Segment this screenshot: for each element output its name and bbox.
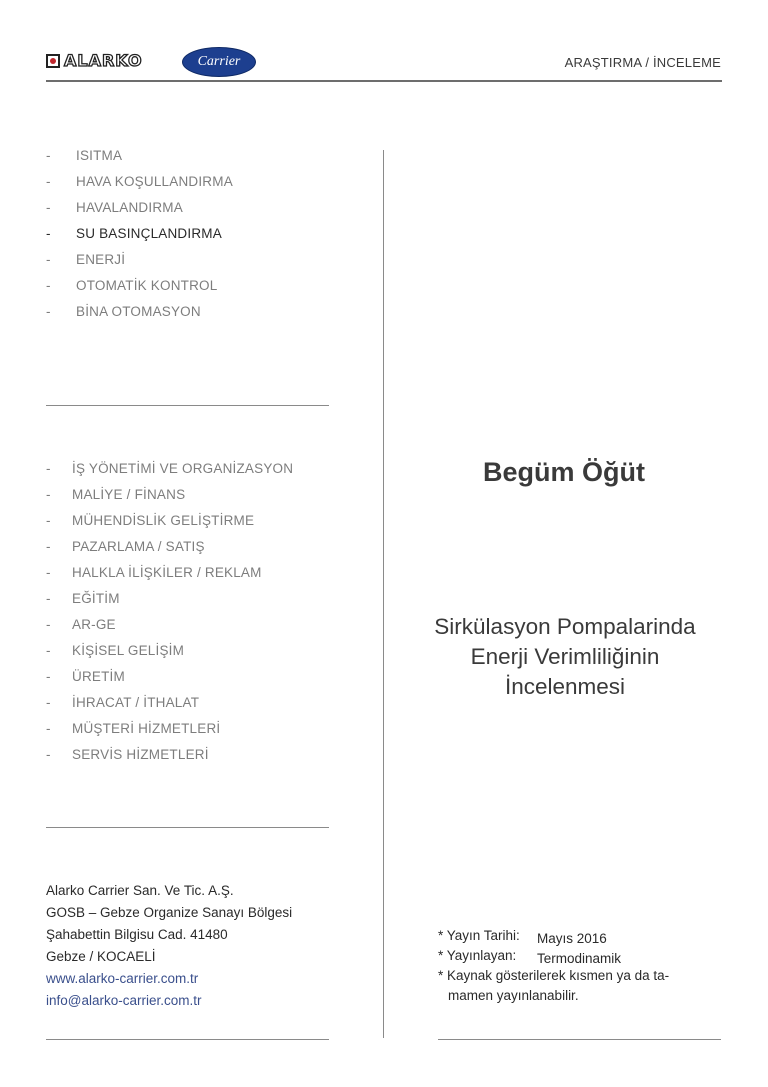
carrier-logo-text: Carrier xyxy=(197,54,241,69)
column-divider xyxy=(383,150,384,1038)
alarko-logo-text: ALARKO xyxy=(64,51,143,70)
right-divider xyxy=(438,1039,721,1040)
publish-date-label: * Yayın Tarihi: xyxy=(438,928,520,943)
website-link[interactable]: www.alarko-carrier.com.tr xyxy=(46,971,199,986)
publisher-row xyxy=(438,946,708,966)
address-street: Şahabettin Bilgisu Cad. 41480 xyxy=(46,927,228,942)
address-city: Gebze / KOCAELİ xyxy=(46,949,156,964)
publisher-label: * Yayınlayan: xyxy=(438,948,517,963)
note-line: * Kaynak gösterilerek kısmen ya da ta- xyxy=(438,968,670,983)
publisher-value: Termodinamik xyxy=(537,951,622,966)
left-divider-3 xyxy=(46,1039,329,1040)
alarko-mark-icon xyxy=(46,54,60,68)
contact-block xyxy=(46,880,292,1012)
author-name: Begüm Öğüt xyxy=(483,457,645,487)
carrier-logo xyxy=(182,47,256,77)
reproduction-note xyxy=(438,966,708,1006)
publication-meta xyxy=(438,926,708,1006)
header-rule xyxy=(46,80,722,82)
company-name: Alarko Carrier San. Ve Tic. A.Ş. xyxy=(46,883,234,898)
title-line: İncelenmesi xyxy=(504,674,626,699)
note-line: mamen yayınlanabilir. xyxy=(448,988,579,1003)
left-divider-2 xyxy=(46,827,329,828)
section-label: ARAŞTIRMA / İNCELEME xyxy=(564,55,721,70)
email-link[interactable]: info@alarko-carrier.com.tr xyxy=(46,993,202,1008)
title-line: Enerji Verimliliğinin xyxy=(470,644,660,669)
publish-date-row xyxy=(438,926,708,946)
title-line: Sirkülasyon Pompalarinda xyxy=(434,614,696,639)
alarko-logo xyxy=(46,52,143,70)
article-title xyxy=(384,612,746,702)
left-divider-1 xyxy=(46,405,329,406)
address-zone: GOSB – Gebze Organize Sanayı Bölgesi xyxy=(46,905,293,920)
publish-date-value: Mayıs 2016 xyxy=(537,931,607,946)
